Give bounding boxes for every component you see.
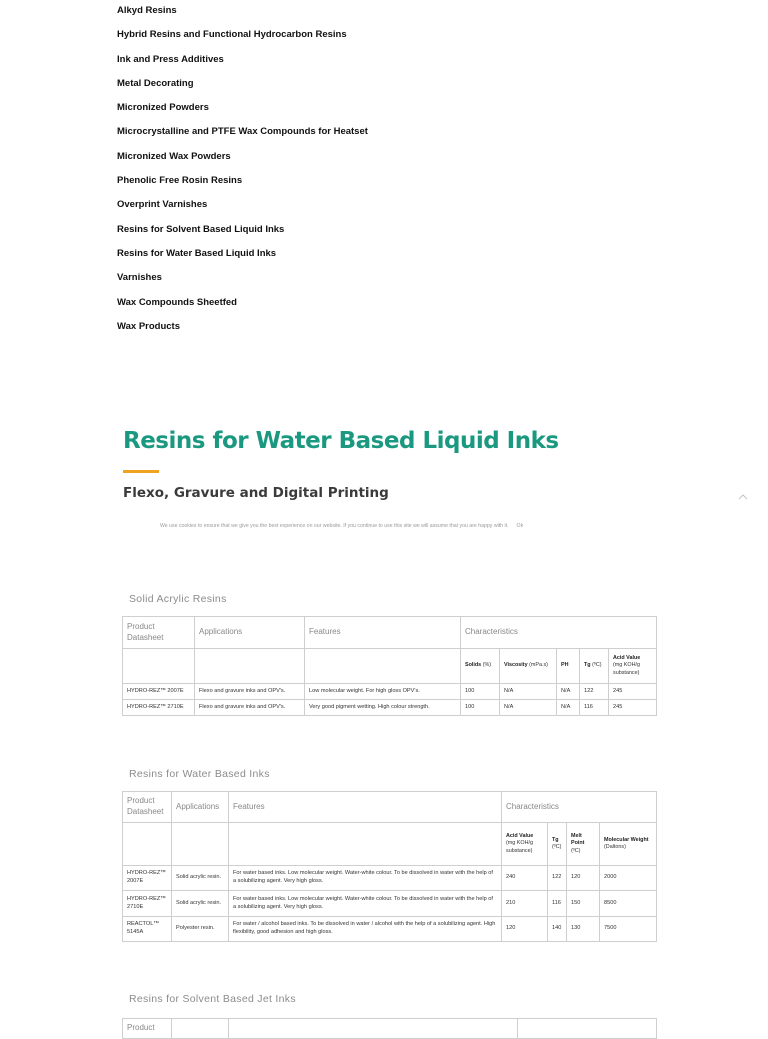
solid-acrylic-table — [122, 616, 657, 716]
cell-molecular-weight: 8500 — [600, 891, 657, 917]
nav-item-micronized-wax-powders[interactable]: Micronized Wax Powders — [117, 150, 231, 162]
nav-item-overprint-varnishes[interactable]: Overprint Varnishes — [117, 199, 208, 211]
cell-melt-point: 150 — [567, 891, 600, 917]
product-link[interactable]: HYDRO-REZ™ 2710E — [123, 891, 172, 917]
subheader-tg: Tg (ºC) — [580, 649, 609, 684]
header-product: Product — [123, 1019, 172, 1039]
cell-acid-value: 240 — [502, 866, 548, 891]
nav-item-water-based-liquid-inks[interactable]: Resins for Water Based Liquid Inks — [117, 247, 277, 259]
cell-applications: Polyester resin. — [172, 917, 229, 942]
category-nav — [117, 0, 368, 340]
subheader-melt-point: Melt Point (ºC) — [567, 823, 600, 866]
header-characteristics: Characteristics — [461, 617, 657, 649]
nav-item-wax-products[interactable]: Wax Products — [117, 320, 180, 332]
cell-features: For water based inks. Low molecular weight. Water-white colour. To be dissolved in water with the help of a solubilizing agent. Very high gloss. — [229, 891, 502, 917]
subheader-viscosity: Viscosity (mPa.s) — [500, 649, 557, 684]
table-row — [123, 917, 657, 942]
cell-melt-point: 130 — [567, 917, 600, 942]
cell-viscosity: N/A — [500, 700, 557, 716]
section-label-water-based-inks: Resins for Water Based Inks — [129, 768, 270, 780]
cell-applications: Solid acrylic resin. — [172, 866, 229, 891]
cell-ph: N/A — [557, 700, 580, 716]
nav-item-micronized-powders[interactable]: Micronized Powders — [117, 102, 209, 114]
header-features: Features — [305, 617, 461, 649]
chevron-up-icon[interactable] — [736, 490, 750, 504]
cell-melt-point: 120 — [567, 866, 600, 891]
header-product: Product Datasheet — [123, 792, 172, 823]
product-link[interactable]: REACTOL™ 5145A — [123, 917, 172, 942]
cell-acid-value: 245 — [609, 700, 657, 716]
table-row — [123, 866, 657, 891]
table-row — [123, 891, 657, 917]
cell-solids: 100 — [461, 684, 500, 700]
subheader-molecular-weight: Molecular Weight (Daltons) — [600, 823, 657, 866]
nav-item-metal-decorating[interactable]: Metal Decorating — [117, 77, 194, 89]
header-features: Features — [229, 792, 502, 823]
nav-item-microcrystalline-ptfe[interactable]: Microcrystalline and PTFE Wax Compounds for Heatset — [117, 126, 368, 138]
solvent-jet-inks-table — [122, 1018, 657, 1039]
cell-applications: Flexo and gravure inks and OPV's. — [195, 684, 305, 700]
page-title: Resins for Water Based Liquid Inks — [123, 428, 559, 454]
cell-applications: Solid acrylic resin. — [172, 891, 229, 917]
table-row — [123, 684, 657, 700]
cell-viscosity: N/A — [500, 684, 557, 700]
cell-applications: Flexo and gravure inks and OPV's. — [195, 700, 305, 716]
nav-item-ink-press-additives[interactable]: Ink and Press Additives — [117, 53, 224, 65]
nav-item-alkyd-resins[interactable]: Alkyd Resins — [117, 5, 177, 16]
header-characteristics: Characteristics — [502, 792, 657, 823]
section-label-solvent-jet-inks: Resins for Solvent Based Jet Inks — [129, 993, 296, 1005]
section-label-solid-acrylic: Solid Acrylic Resins — [129, 593, 227, 605]
table-row — [123, 700, 657, 716]
nav-item-phenolic-free-rosin[interactable]: Phenolic Free Rosin Resins — [117, 175, 243, 187]
header-product: Product Datasheet — [123, 617, 195, 649]
header-applications: Applications — [195, 617, 305, 649]
nav-item-wax-compounds-sheetfed[interactable]: Wax Compounds Sheetfed — [117, 296, 237, 308]
cell-features: For water based inks. Low molecular weight. Water-white colour. To be dissolved in water with the help of a solubilizing agent. Very high gloss. — [229, 866, 502, 891]
cell-features: For water / alcohol based inks. To be dissolved in water / alcohol with the help of a solubilizing agent. High flexibility, good adhesion and high gloss. — [229, 917, 502, 942]
cell-features: Low molecular weight. For high gloss OPV's. — [305, 684, 461, 700]
product-link[interactable]: HYDRO-REZ™ 2007E — [123, 684, 195, 700]
water-based-inks-table — [122, 791, 657, 942]
cell-acid-value: 245 — [609, 684, 657, 700]
product-link[interactable]: HYDRO-REZ™ 2710E — [123, 700, 195, 716]
subheader-acid-value: Acid Value (mg KOH/g substance) — [502, 823, 548, 866]
subheader-ph: PH — [557, 649, 580, 684]
nav-item-hybrid-resins[interactable]: Hybrid Resins and Functional Hydrocarbon Resins — [117, 29, 347, 41]
cell-tg: 122 — [548, 866, 567, 891]
subheader-solids: Solids (%) — [461, 649, 500, 684]
cell-molecular-weight: 2000 — [600, 866, 657, 891]
subheader-tg: Tg (ºC) — [548, 823, 567, 866]
header-applications: Applications — [172, 792, 229, 823]
cookie-ok-button[interactable]: Ok — [516, 523, 524, 529]
cookie-notice — [160, 523, 523, 529]
page-subtitle: Flexo, Gravure and Digital Printing — [123, 485, 389, 501]
subheader-acid-value: Acid Value (mg KOH/g substance) — [609, 649, 657, 684]
nav-item-varnishes[interactable]: Varnishes — [117, 272, 162, 284]
cookie-text: We use cookies to ensure that we give you the best experience on our website. If you continue to use this site we will assume that you are happy with it. — [160, 523, 509, 529]
cell-ph: N/A — [557, 684, 580, 700]
cell-tg: 116 — [548, 891, 567, 917]
product-link[interactable]: HYDRO-REZ™ 2007E — [123, 866, 172, 891]
cell-molecular-weight: 7500 — [600, 917, 657, 942]
cell-features: Very good pigment wetting. High colour strength. — [305, 700, 461, 716]
nav-item-solvent-based-liquid-inks[interactable]: Resins for Solvent Based Liquid Inks — [117, 223, 285, 235]
cell-acid-value: 210 — [502, 891, 548, 917]
cell-solids: 100 — [461, 700, 500, 716]
cell-tg: 140 — [548, 917, 567, 942]
title-underline — [123, 470, 159, 473]
cell-tg: 116 — [580, 700, 609, 716]
cell-acid-value: 120 — [502, 917, 548, 942]
cell-tg: 122 — [580, 684, 609, 700]
